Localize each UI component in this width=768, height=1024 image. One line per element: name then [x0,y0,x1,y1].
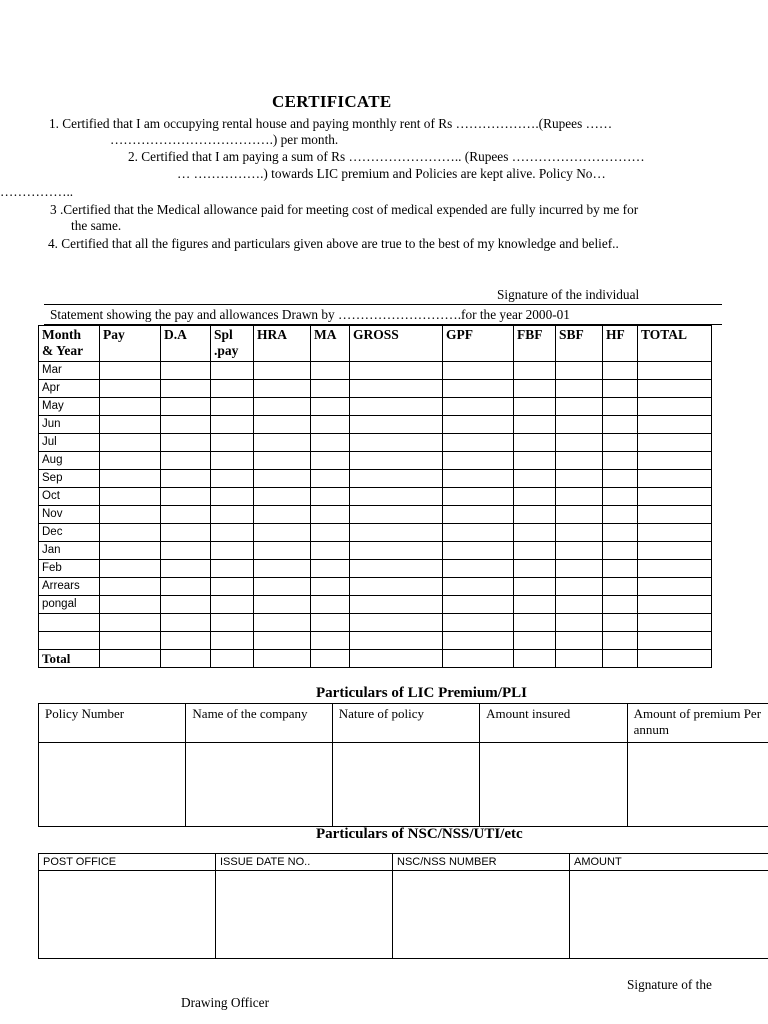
month-cell: Jul [39,434,100,452]
nsc-section-title: Particulars of NSC/NSS/UTI/etc [316,826,523,842]
table-cell [350,650,443,668]
table-row [39,398,712,416]
table-cell [254,488,311,506]
table-cell [311,542,350,560]
table-cell [443,560,514,578]
table-cell [254,362,311,380]
table-row [39,506,712,524]
table-cell [161,614,211,632]
table-cell [603,524,638,542]
table-cell [603,488,638,506]
table-cell [638,650,712,668]
nsc-cell [393,871,570,959]
table-cell [350,488,443,506]
table-cell [161,434,211,452]
table-cell [350,470,443,488]
col-header-da: D.A [161,326,211,362]
table-cell [211,488,254,506]
table-cell [100,398,161,416]
table-cell [443,452,514,470]
table-cell [311,434,350,452]
table-cell [443,578,514,596]
cert-item-4: 4. Certified that all the figures and particulars given above are true to the best of my knowledge and belief.. [48,236,619,251]
month-cell: Feb [39,560,100,578]
table-row [39,596,712,614]
table-cell [443,398,514,416]
table-cell [556,416,603,434]
table-cell [638,470,712,488]
table-cell [161,452,211,470]
table-cell [443,632,514,650]
table-cell [254,524,311,542]
table-cell [638,560,712,578]
month-cell: pongal [39,596,100,614]
table-cell [603,560,638,578]
table-cell [311,452,350,470]
table-cell [254,380,311,398]
table-cell [100,542,161,560]
table-cell [514,614,556,632]
table-cell [443,380,514,398]
table-cell [311,560,350,578]
table-cell [211,380,254,398]
table-cell [443,596,514,614]
signature-drawing-label: Signature of the [627,977,712,992]
table-cell [311,398,350,416]
table-cell [638,506,712,524]
lic-section-title: Particulars of LIC Premium/PLI [316,685,527,701]
table-cell [514,596,556,614]
lic-cell [480,743,627,827]
table-row [39,416,712,434]
col-header-total: TOTAL [638,326,712,362]
table-cell [100,380,161,398]
table-cell [638,632,712,650]
table-row [39,560,712,578]
table-row [39,470,712,488]
col-header-gpf: GPF [443,326,514,362]
table-cell [603,398,638,416]
table-cell [350,398,443,416]
table-cell [350,416,443,434]
month-cell: Mar [39,362,100,380]
nsc-table [38,853,768,959]
table-cell [556,596,603,614]
table-cell [638,398,712,416]
nsc-header-issue-date: ISSUE DATE NO.. [216,854,393,871]
table-cell [556,560,603,578]
table-cell [443,524,514,542]
table-cell [254,452,311,470]
statement-top-rule [44,304,722,305]
table-cell [556,398,603,416]
month-cell: Arrears [39,578,100,596]
table-cell [311,488,350,506]
table-cell [556,362,603,380]
table-cell [211,362,254,380]
table-cell [254,578,311,596]
table-cell [350,452,443,470]
lic-cell [627,743,768,827]
signature-individual-label: Signature of the individual [497,287,640,302]
table-cell [100,614,161,632]
table-cell [161,398,211,416]
table-cell [161,488,211,506]
table-cell [100,578,161,596]
table-cell [350,542,443,560]
table-cell [514,470,556,488]
table-cell [211,560,254,578]
table-cell [443,506,514,524]
table-row [39,380,712,398]
table-cell [211,470,254,488]
table-cell [254,434,311,452]
table-cell [161,416,211,434]
table-cell [603,632,638,650]
lic-header-policy-number: Policy Number [39,704,186,743]
month-cell: Aug [39,452,100,470]
table-cell [350,632,443,650]
table-cell [161,362,211,380]
col-header-hra: HRA [254,326,311,362]
table-cell [350,362,443,380]
table-cell [556,506,603,524]
table-cell [514,560,556,578]
table-cell [443,542,514,560]
table-cell [638,596,712,614]
cert-item-3-line-1: 3 .Certified that the Medical allowance paid for meeting cost of medical expended are fully incurred by me for [50,202,639,217]
month-cell [39,614,100,632]
table-cell [211,614,254,632]
table-cell [443,362,514,380]
table-cell [161,650,211,668]
table-cell [211,434,254,452]
table-cell [556,488,603,506]
table-cell [514,434,556,452]
table-cell [254,542,311,560]
table-cell [211,452,254,470]
table-cell [350,578,443,596]
table-cell [161,560,211,578]
table-cell [311,470,350,488]
table-cell [443,434,514,452]
lic-header-company-name: Name of the company [186,704,332,743]
nsc-header-amount: AMOUNT [570,854,768,871]
month-cell: May [39,398,100,416]
table-cell [100,470,161,488]
month-cell: Jan [39,542,100,560]
table-cell [638,488,712,506]
table-cell [254,596,311,614]
table-cell [161,596,211,614]
table-cell [514,398,556,416]
table-cell [100,434,161,452]
table-cell [161,506,211,524]
table-cell [638,380,712,398]
table-cell [638,452,712,470]
month-cell: Sep [39,470,100,488]
table-cell [254,614,311,632]
table-cell [254,632,311,650]
statement-line: Statement showing the pay and allowances Drawn by ……………………….for the year 2000-01 [50,307,570,322]
table-cell [211,416,254,434]
table-cell [603,470,638,488]
cert-item-2-line-3: …………….. [0,184,74,199]
table-row-total [39,650,712,668]
document-title: CERTIFICATE [272,92,392,111]
table-cell [556,614,603,632]
table-cell [443,416,514,434]
table-cell [311,614,350,632]
table-cell [311,506,350,524]
table-cell [350,614,443,632]
table-cell [638,434,712,452]
table-cell [603,380,638,398]
table-cell [161,542,211,560]
table-cell [100,596,161,614]
table-cell [514,650,556,668]
table-row [39,434,712,452]
table-cell [556,578,603,596]
table-cell [311,416,350,434]
table-cell [603,434,638,452]
table-cell [603,650,638,668]
nsc-header-post-office: POST OFFICE [39,854,216,871]
table-cell [211,650,254,668]
table-cell [638,542,712,560]
month-cell [39,632,100,650]
table-cell [311,380,350,398]
table-cell [638,614,712,632]
table-row [39,578,712,596]
table-cell [350,596,443,614]
table-row [39,542,712,560]
table-cell [556,632,603,650]
col-header-hf: HF [603,326,638,362]
col-header-ma: MA [311,326,350,362]
table-cell [211,398,254,416]
table-cell [100,488,161,506]
table-cell [311,596,350,614]
table-cell [638,524,712,542]
table-cell [100,506,161,524]
lic-cell [186,743,332,827]
lic-header-nature-of-policy: Nature of policy [332,704,479,743]
table-cell [311,650,350,668]
table-cell [638,578,712,596]
lic-cell [332,743,479,827]
table-cell [443,488,514,506]
month-cell: Oct [39,488,100,506]
table-row [39,632,712,650]
table-cell [161,524,211,542]
table-cell [350,380,443,398]
table-cell [254,506,311,524]
table-cell [254,416,311,434]
table-cell [100,632,161,650]
table-cell [603,452,638,470]
table-cell [638,362,712,380]
table-cell [514,416,556,434]
table-cell [443,614,514,632]
col-header-pay: Pay [100,326,161,362]
lic-table [38,703,768,827]
table-cell [514,506,556,524]
table-cell [254,470,311,488]
table-row [39,614,712,632]
cert-item-1-line-2: ……………………………….) per month. [110,132,339,147]
table-cell [603,578,638,596]
month-cell: Apr [39,380,100,398]
total-label: Total [39,650,100,668]
table-cell [603,614,638,632]
table-cell [311,632,350,650]
table-cell [254,398,311,416]
table-cell [514,380,556,398]
table-cell [514,362,556,380]
table-cell [100,524,161,542]
table-cell [443,650,514,668]
table-row [39,362,712,380]
table-cell [100,560,161,578]
table-cell [556,452,603,470]
table-cell [603,542,638,560]
table-cell [161,632,211,650]
table-cell [603,596,638,614]
table-cell [211,578,254,596]
table-cell [514,524,556,542]
table-cell [311,362,350,380]
table-cell [514,542,556,560]
lic-header-premium-per-annum: Amount of premium Per annum [627,704,768,743]
cert-item-2-line-1: 2. Certified that I am paying a sum of Rs …………………….. (Rupees ………………………… [128,149,645,164]
table-cell [638,416,712,434]
col-header-spl-pay: Spl .pay [211,326,254,362]
table-cell [556,542,603,560]
table-cell [443,470,514,488]
table-cell [556,434,603,452]
table-cell [556,380,603,398]
col-header-gross: GROSS [350,326,443,362]
table-cell [311,524,350,542]
table-cell [161,578,211,596]
table-cell [254,650,311,668]
pay-table [38,325,712,668]
table-cell [603,416,638,434]
table-cell [100,452,161,470]
table-cell [211,596,254,614]
table-cell [311,578,350,596]
table-cell [514,578,556,596]
month-cell: Nov [39,506,100,524]
cert-item-2-line-2: … …………….) towards LIC premium and Policies are kept alive. Policy No… [177,166,606,181]
table-cell [211,632,254,650]
cert-item-3-line-2: the same. [71,218,122,233]
table-cell [514,632,556,650]
col-header-sbf: SBF [556,326,603,362]
table-cell [254,560,311,578]
month-cell: Dec [39,524,100,542]
table-row [39,524,712,542]
table-cell [161,380,211,398]
lic-cell [39,743,186,827]
nsc-cell [39,871,216,959]
table-row [39,488,712,506]
table-cell [211,524,254,542]
table-cell [211,506,254,524]
table-cell [350,434,443,452]
table-cell [350,506,443,524]
table-cell [556,650,603,668]
lic-header-amount-insured: Amount insured [480,704,627,743]
table-cell [514,452,556,470]
col-header-month-year: Month & Year [39,326,100,362]
table-cell [603,362,638,380]
month-cell: Jun [39,416,100,434]
table-cell [211,542,254,560]
table-cell [603,506,638,524]
table-cell [556,524,603,542]
table-cell [350,524,443,542]
nsc-cell [216,871,393,959]
table-cell [100,650,161,668]
table-row [39,452,712,470]
nsc-header-nsc-number: NSC/NSS NUMBER [393,854,570,871]
col-header-fbf: FBF [514,326,556,362]
drawing-officer-label: Drawing Officer [181,995,269,1010]
table-cell [514,488,556,506]
table-cell [556,470,603,488]
table-cell [350,560,443,578]
table-cell [161,470,211,488]
table-cell [100,416,161,434]
cert-item-1-line-1: 1. Certified that I am occupying rental house and paying monthly rent of Rs ……………….(Rupees …… [49,116,613,131]
nsc-cell [570,871,768,959]
table-cell [100,362,161,380]
